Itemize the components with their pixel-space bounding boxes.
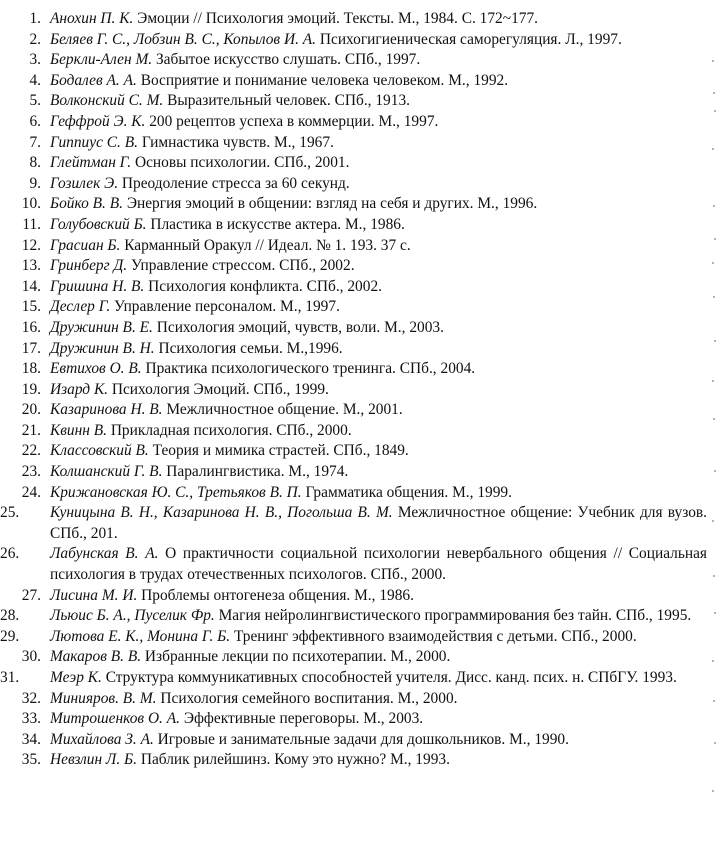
reference-item [0,668,721,689]
reference-item [0,627,721,648]
reference-author: Грасиан Б. [50,236,121,254]
scan-speck [714,110,716,112]
reference-item [0,91,721,112]
reference-text: Игровые и занимательные задачи для дошкольников. М., 1990. [153,730,569,748]
reference-number: 26. [0,545,20,563]
reference-author: Гринберг Д. [50,257,128,275]
reference-number: 9. [29,174,41,192]
reference-item [0,441,721,462]
scan-speck [713,575,715,577]
reference-author: Минияров. В. М. [50,689,157,707]
reference-number: 33. [21,710,41,728]
reference-item [0,174,721,195]
reference-author: Гиппиус С. В. [50,133,138,151]
reference-item [0,503,721,544]
reference-item [0,9,721,30]
reference-number: 15. [21,298,41,316]
scan-speck [712,520,714,522]
reference-item [0,483,721,504]
reference-author: Голубовский Б. [50,215,147,233]
reference-number: 32. [21,689,41,707]
reference-text: Межличностное общение: Учебник для вузов. СПб., 201. [50,504,707,542]
reference-item [0,730,721,751]
reference-text: Гимнастика чувств. М., 1967. [137,133,334,151]
reference-author: Беркли-Ален М. [50,51,153,69]
reference-author: Меэр К. [50,669,102,686]
reference-number: 31. [0,669,20,686]
scan-speck [713,205,715,207]
reference-text: Пластика в искусстве актера. М., 1986. [146,215,405,233]
reference-text: Восприятие и понимание человека человеком. М., 1992. [136,71,509,89]
reference-item [0,421,721,442]
reference-item [0,339,721,360]
scan-speck [712,790,714,792]
reference-item [0,606,721,627]
reference-text: Эффективные переговоры. М., 2003. [180,710,424,728]
reference-text: Практика психологического тренинга. СПб., 2004. [141,360,476,378]
reference-item [0,544,721,585]
reference-author: Дружинин В. Е. [50,318,153,336]
reference-item [0,112,721,133]
reference-author: Евтихов О. В. [50,360,142,378]
reference-number: 28. [0,607,20,625]
reference-item [0,380,721,401]
reference-number: 35. [21,751,41,769]
reference-number: 13. [21,257,41,275]
reference-author: Колшанский Г. В. [50,463,163,481]
reference-text: Карманный Оракул // Идеал. № 1. 193. 37 с. [120,236,411,254]
reference-item [0,462,721,483]
reference-item [0,709,721,730]
scan-speck [714,470,716,472]
reference-text: Управление стрессом. СПб., 2002. [127,257,355,275]
reference-author: Геффрой Э. К. [50,112,146,130]
reference-number: 3. [29,51,41,69]
reference-number: 6. [29,112,41,130]
reference-author: Беляев Г. С., Лобзин В. С., Копылов И. А. [50,30,317,48]
scan-speck [713,92,715,94]
reference-author: Анохин П. К. [50,10,134,27]
reference-author: Изард К. [50,380,109,398]
scan-speck [714,238,716,240]
scan-speck [714,612,716,614]
reference-item [0,400,721,421]
reference-text: Прикладная психология. СПб., 2000. [106,421,352,439]
reference-number: 27. [21,586,41,604]
reference-number: 14. [21,277,41,295]
scan-speck [714,742,716,744]
reference-text: Управление персоналом. М., 1997. [110,298,340,316]
reference-text: Психология эмоций, чувств, воли. М., 2003. [152,318,444,336]
reference-text: Паралингвистика. М., 1974. [162,463,349,481]
scan-speck [713,700,715,702]
reference-author: Куницына В. Н., Казаринова Н. В., Погольша В. М. [50,504,393,522]
reference-number: 24. [21,483,41,501]
scan-speck [712,262,714,264]
reference-author: Казаринова Н. В. [50,401,163,419]
reference-number: 22. [21,442,41,460]
reference-number: 7. [29,133,41,151]
reference-text: Психология Эмоций. СПб., 1999. [108,380,329,398]
reference-text: Психогигиеническая саморегуляция. Л., 1997. [316,30,622,48]
reference-number: 18. [21,360,41,378]
reference-author: Бойко В. В. [50,195,123,213]
reference-text: 200 рецептов успеха в коммерции. М., 1997. [145,112,439,130]
scan-speck [712,148,714,150]
reference-author: Дружинин В. Н. [50,339,155,357]
reference-author: Макаров В. В. [50,648,142,666]
reference-number: 16. [21,318,41,336]
reference-author: Митрошенков О. А. [50,710,181,728]
reference-item [0,277,721,298]
reference-text: Выразительный человек. СПб., 1913. [163,92,410,110]
reference-number: 2. [29,30,41,48]
reference-text: Структура коммуникативных способностей учителя. Дисс. канд. псих. н. СПбГУ. 1993. [101,669,677,686]
reference-author: Волконский С. М. [50,92,164,110]
reference-number: 20. [21,401,41,419]
reference-text: О практичности социальной психологии невербального общения // Социальная психология в трудах отечественных психологов. СПб., 2000. [50,545,708,584]
reference-item [0,647,721,668]
reference-author: Михайлова З. А. [50,730,154,748]
reference-author: Крижановская Ю. С., Третьяков В. П. [50,483,302,501]
reference-author: Гришина Н. В. [50,277,145,295]
reference-number: 4. [29,71,41,89]
reference-item [0,30,721,51]
reference-number: 23. [21,463,41,481]
reference-text: Тренинг эффективного взаимодействия с детьми. СПб., 2000. [230,627,637,645]
reference-item [0,318,721,339]
reference-text: Психология семьи. М.,1996. [154,339,343,357]
reference-item [0,236,721,257]
reference-item [0,297,721,318]
reference-number: 30. [21,648,41,666]
reference-number: 5. [29,92,41,110]
reference-text: Грамматика общения. М., 1999. [301,483,512,501]
reference-item [0,71,721,92]
reference-item [0,586,721,607]
reference-number: 10. [21,195,41,213]
reference-text: Психология конфликта. СПб., 2002. [144,277,382,295]
reference-text: Избранные лекции по психотерапии. М., 2000. [141,648,451,666]
reference-author: Глейтман Г. [50,154,132,172]
reference-text: Забытое искусство слушать. СПб., 1997. [152,51,421,69]
reference-author: Невзлин Л. Б. [50,751,137,769]
reference-text: Магия нейролингвистического программирования без тайн. СПб., 1995. [214,607,692,625]
reference-item [0,153,721,174]
reference-item [0,750,721,771]
reference-author: Классовский В. [50,442,149,460]
reference-item [0,133,721,154]
reference-text: Паблик рилейшинз. Кому это нужно? М., 1993. [136,751,450,769]
reference-author: Деслер Г. [50,298,111,316]
scan-speck [712,380,714,382]
reference-number: 11. [22,215,41,233]
scan-speck [713,296,715,298]
reference-number: 25. [0,504,20,522]
reference-author: Льюис Б. А., Пуселик Фр. [50,607,215,625]
reference-item [0,50,721,71]
reference-text: Проблемы онтогенеза общения. М., 1986. [137,586,414,604]
reference-number: 17. [21,339,41,357]
scan-speck [712,60,714,62]
reference-author: Лютова Е. К., Монина Г. Б. [50,627,231,645]
reference-number: 19. [21,380,41,398]
reference-item [0,689,721,710]
scan-speck [713,418,715,420]
reference-author: Гозилек Э. [50,174,119,192]
reference-text: Эмоции // Психология эмоций. Тексты. М., 1984. С. 172~177. [133,10,538,27]
reference-text: Энергия эмоций в общении: взгляд на себя и других. М., 1996. [122,195,538,213]
reference-item [0,359,721,380]
reference-list [0,9,721,771]
reference-text: Межличностное общение. М., 2001. [162,401,403,419]
reference-author: Бодалев А. А. [50,71,137,89]
scan-speck [714,340,716,342]
reference-item [0,194,721,215]
reference-text: Основы психологии. СПб., 2001. [131,154,350,172]
reference-number: 29. [0,627,20,645]
reference-number: 1. [29,10,41,27]
reference-number: 34. [21,730,41,748]
reference-text: Психология семейного воспитания. М., 2000. [156,689,458,707]
reference-number: 21. [21,421,41,439]
reference-text: Преодоление стресса за 60 секунд. [118,174,350,192]
reference-author: Лабунская В. А. [50,545,159,563]
reference-author: Квинн В. [50,421,107,439]
scan-speck [712,660,714,662]
reference-item [0,256,721,277]
reference-item [0,215,721,236]
reference-text: Теория и мимика страстей. СПб., 1849. [148,442,409,460]
reference-number: 8. [29,154,41,172]
reference-author: Лисина М. И. [50,586,138,604]
reference-number: 12. [21,236,41,254]
